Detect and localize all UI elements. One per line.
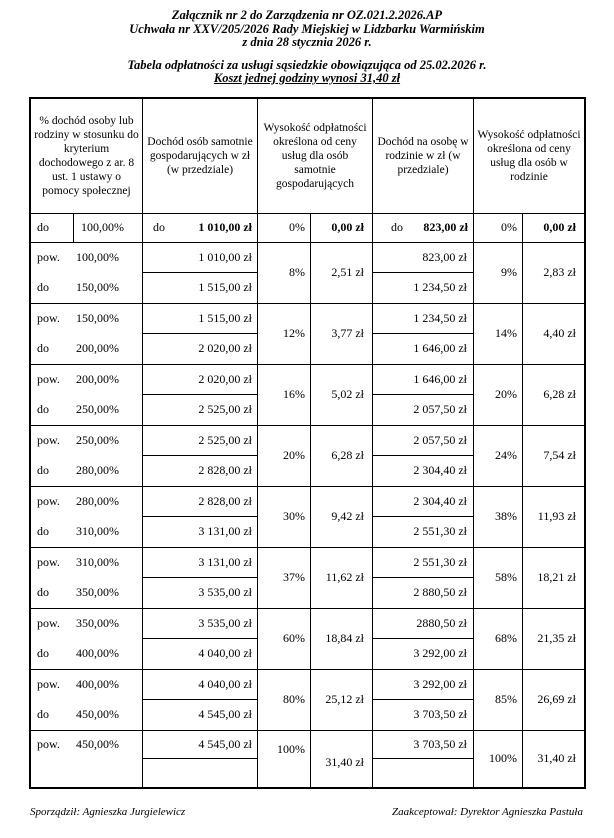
income-percent-range-cell [31, 548, 143, 609]
range-lower-pct: 350,00% [76, 616, 119, 630]
family-income-lower: 2880,50 zł [373, 609, 473, 639]
family-income-upper: 2 551,30 zł [413, 524, 467, 538]
family-income-upper: 2 057,50 zł [413, 402, 467, 416]
single-income-lower: 1 010,00 zł [143, 243, 257, 273]
single-income-range-cell [143, 670, 258, 731]
family-fee-percent: 20% [474, 365, 523, 426]
income-percent-range-cell [31, 304, 143, 365]
single-income-range-cell [143, 304, 258, 365]
family-income-upper: 2 304,40 zł [413, 463, 467, 477]
single-fee-percent: 12% [258, 304, 311, 365]
income-percent-range-cell [31, 487, 143, 548]
hour-cost-note: Koszt jednej godziny wynosi 31,40 zł [213, 71, 401, 85]
single-fee-amount: 6,28 zł [311, 426, 373, 487]
range-upper-pct: 310,00% [76, 524, 119, 538]
single-fee-percent: 20% [258, 426, 311, 487]
col-header-single-income: Dochód osób samotnie gospodarujących w zł (w przedziale) [143, 99, 258, 214]
range-upper-pct: 350,00% [76, 585, 119, 599]
single-income-lower: 2 020,00 zł [143, 365, 257, 395]
income-percent-range-cell [31, 609, 143, 670]
family-fee-amount: 18,21 zł [523, 548, 584, 609]
income-percent-range-cell [31, 365, 143, 426]
single-income-lower: 4 040,00 zł [143, 670, 257, 700]
range-upper-prefix: do [37, 707, 49, 721]
family-fee-amount: 21,35 zł [523, 609, 584, 670]
single-income-range-cell [143, 731, 258, 787]
first-row-single-fee: 0,00 zł [311, 214, 373, 243]
range-lower-pct: 280,00% [76, 494, 119, 508]
single-income-upper: 4 545,00 zł [198, 707, 252, 721]
single-income-prefix: do [153, 220, 165, 234]
document-heading [0, 0, 614, 50]
single-fee-percent: 37% [258, 548, 311, 609]
family-fee-amount: 11,93 zł [523, 487, 584, 548]
family-fee-amount: 4,40 zł [523, 304, 584, 365]
range-upper-pct: 400,00% [76, 646, 119, 660]
col-header-single-fee: Wysokość odpłatności określona od ceny usług dla osób samotnie gospodarujących [258, 99, 373, 214]
range-lower-prefix: pow. [37, 433, 60, 447]
first-row-single-pct: 0% [258, 214, 311, 243]
range-upper-prefix: do [37, 463, 49, 477]
family-fee-amount: 2,83 zł [523, 243, 584, 304]
attachment-line: Załącznik nr 2 do Zarządzenia nr OZ.021.2.2026.AP [171, 8, 443, 22]
family-income-lower: 823,00 zł [373, 243, 473, 273]
single-fee-percent: 30% [258, 487, 311, 548]
range-upper-prefix: do [37, 402, 49, 416]
single-fee-percent: 80% [258, 670, 311, 731]
col-header-family-income: Dochód na osobę w rodzinie w zł (w przedziale) [373, 99, 474, 214]
single-fee-percent: 16% [258, 365, 311, 426]
single-income-lower: 2 525,00 zł [143, 426, 257, 456]
col-header-income-percent: % dochód osoby lub rodziny w stosunku do kryterium dochodowego z ar. 8 ust. 1 ustawy o pomocy społecznej [31, 99, 143, 214]
family-income-range-cell [373, 487, 474, 548]
range-lower-prefix: pow. [37, 677, 60, 691]
fee-table [29, 97, 586, 789]
single-income-upper: 2 020,00 zł [198, 341, 252, 355]
single-income-upper: 3 131,00 zł [198, 524, 252, 538]
range-upper-pct: 200,00% [76, 341, 119, 355]
first-row-pct: 100,00% [74, 214, 143, 243]
range-lower-pct: 150,00% [76, 311, 119, 325]
range-lower-prefix: pow. [37, 737, 60, 751]
family-income-upper: 2 880,50 zł [413, 585, 467, 599]
single-fee-amount: 2,51 zł [311, 243, 373, 304]
family-income-range-cell [373, 426, 474, 487]
range-lower-prefix: pow. [37, 494, 60, 508]
range-upper-prefix: do [37, 280, 49, 294]
family-fee-percent: 9% [474, 243, 523, 304]
family-income-range-cell [373, 670, 474, 731]
family-fee-amount: 31,40 zł [523, 731, 584, 787]
range-upper-pct: 280,00% [76, 463, 119, 477]
single-income-range-cell [143, 426, 258, 487]
family-income-range-cell [373, 365, 474, 426]
family-fee-amount: 6,28 zł [523, 365, 584, 426]
range-lower-pct: 250,00% [76, 433, 119, 447]
col-header-family-fee: Wysokość odpłatności określona od ceny usług dla osób w rodzinie [474, 99, 584, 214]
family-income-threshold: 823,00 zł [423, 220, 468, 234]
range-lower-prefix: pow. [37, 555, 60, 569]
single-income-upper: 3 535,00 zł [198, 585, 252, 599]
family-income-range-cell [373, 304, 474, 365]
family-fee-percent: 68% [474, 609, 523, 670]
family-fee-percent: 14% [474, 304, 523, 365]
range-lower-prefix: pow. [37, 616, 60, 630]
family-fee-amount: 26,69 zł [523, 670, 584, 731]
family-income-upper: 1 234,50 zł [413, 280, 467, 294]
single-fee-amount: 25,12 zł [311, 670, 373, 731]
family-fee-percent: 100% [474, 731, 523, 787]
range-lower-prefix: pow. [37, 372, 60, 386]
date-line: z dnia 28 stycznia 2026 r. [242, 35, 372, 49]
single-income-range-cell [143, 609, 258, 670]
single-fee-percent: 60% [258, 609, 311, 670]
first-row-family-income-cell [373, 214, 474, 243]
resolution-line: Uchwała nr XXV/205/2026 Rady Miejskiej w Lidzbarku Warmińskim [129, 21, 485, 36]
single-fee-amount: 31,40 zł [311, 731, 373, 787]
first-row-single-income-cell [143, 214, 258, 243]
single-income-upper [143, 759, 257, 787]
family-income-upper: 1 646,00 zł [413, 341, 467, 355]
family-fee-percent: 24% [474, 426, 523, 487]
first-row-family-fee: 0,00 zł [523, 214, 584, 243]
family-income-lower: 1 646,00 zł [373, 365, 473, 395]
single-income-range-cell [143, 548, 258, 609]
single-income-lower: 1 515,00 zł [143, 304, 257, 334]
single-fee-percent: 100% [258, 731, 311, 787]
single-fee-amount: 9,42 zł [311, 487, 373, 548]
single-income-upper: 2 525,00 zł [198, 402, 252, 416]
family-income-lower: 3 292,00 zł [373, 670, 473, 700]
single-fee-amount: 5,02 zł [311, 365, 373, 426]
family-income-range-cell [373, 548, 474, 609]
single-income-lower: 3 131,00 zł [143, 548, 257, 578]
single-fee-percent: 8% [258, 243, 311, 304]
family-income-range-cell [373, 731, 474, 787]
single-income-lower: 4 545,00 zł [143, 731, 257, 759]
single-income-range-cell [143, 243, 258, 304]
range-lower-prefix: pow. [37, 250, 60, 264]
single-income-lower: 3 535,00 zł [143, 609, 257, 639]
family-fee-percent: 85% [474, 670, 523, 731]
family-income-prefix: do [391, 220, 403, 234]
family-income-upper: 3 292,00 zł [413, 646, 467, 660]
family-income-lower: 3 703,50 zł [373, 731, 473, 759]
prepared-by: Sporządził: Agnieszka Jurgielewicz [30, 806, 186, 818]
range-lower-pct: 100,00% [76, 250, 119, 264]
family-income-lower: 1 234,50 zł [373, 304, 473, 334]
single-fee-amount: 3,77 zł [311, 304, 373, 365]
income-percent-range-cell [31, 426, 143, 487]
income-percent-range-cell [31, 670, 143, 731]
single-income-threshold: 1 010,00 zł [198, 220, 252, 234]
range-upper-prefix: do [37, 646, 49, 660]
single-income-upper: 4 040,00 zł [198, 646, 252, 660]
approved-by: Zaakceptował: Dyrektor Agnieszka Pastuła [392, 806, 583, 818]
single-income-range-cell [143, 365, 258, 426]
family-income-upper [373, 759, 473, 787]
range-upper-pct: 250,00% [76, 402, 119, 416]
family-income-range-cell [373, 609, 474, 670]
first-row-family-pct: 0% [474, 214, 523, 243]
income-percent-range-cell [31, 731, 143, 787]
signature-footer [30, 806, 583, 818]
range-upper-pct: 450,00% [76, 707, 119, 721]
family-income-lower: 2 551,30 zł [373, 548, 473, 578]
first-row-pct-prefix: do [31, 214, 74, 243]
income-percent-range-cell [31, 243, 143, 304]
range-upper-pct: 150,00% [76, 280, 119, 294]
single-fee-amount: 18,84 zł [311, 609, 373, 670]
range-lower-pct: 450,00% [76, 737, 119, 751]
family-fee-percent: 58% [474, 548, 523, 609]
range-lower-pct: 310,00% [76, 555, 119, 569]
single-income-upper: 2 828,00 zł [198, 463, 252, 477]
range-lower-prefix: pow. [37, 311, 60, 325]
range-lower-pct: 400,00% [76, 677, 119, 691]
family-income-range-cell [373, 243, 474, 304]
table-title-block [0, 59, 614, 86]
family-income-upper: 3 703,50 zł [413, 707, 467, 721]
family-income-lower: 2 304,40 zł [373, 487, 473, 517]
range-upper-prefix: do [37, 524, 49, 538]
family-fee-amount: 7,54 zł [523, 426, 584, 487]
range-upper-prefix: do [37, 341, 49, 355]
single-income-lower: 2 828,00 zł [143, 487, 257, 517]
range-upper-prefix: do [37, 585, 49, 599]
family-fee-percent: 38% [474, 487, 523, 548]
single-income-upper: 1 515,00 zł [198, 280, 252, 294]
family-income-lower: 2 057,50 zł [373, 426, 473, 456]
single-income-range-cell [143, 487, 258, 548]
table-title: Tabela odpłatności za usługi sąsiedzkie obowiązująca od 25.02.2026 r. [127, 57, 487, 72]
single-fee-amount: 11,62 zł [311, 548, 373, 609]
range-lower-pct: 200,00% [76, 372, 119, 386]
